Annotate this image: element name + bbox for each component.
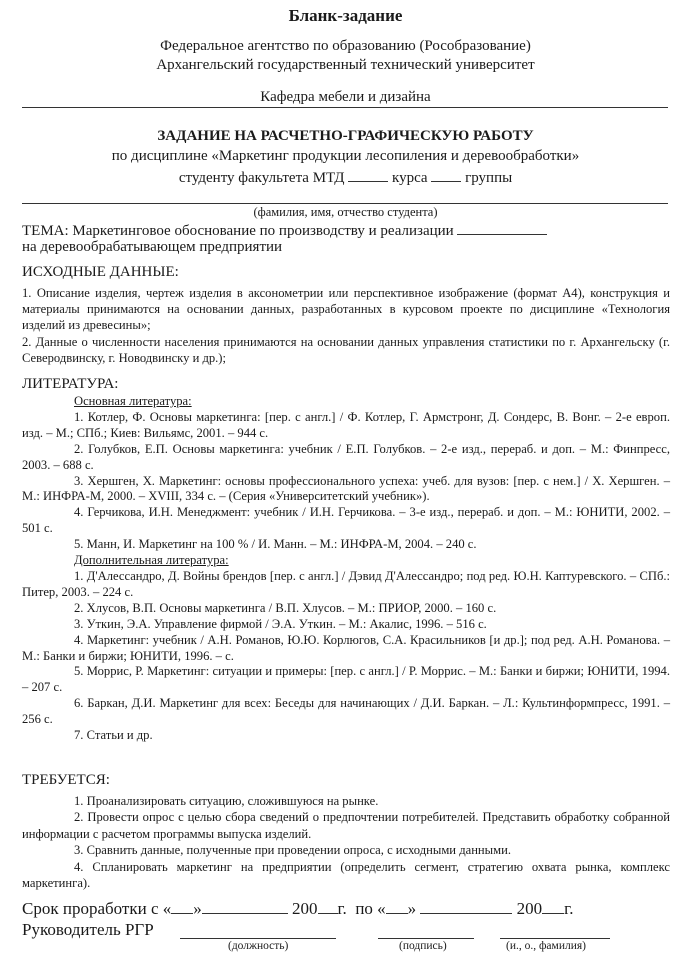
initial-data-item: 2. Данные о численности населения принимаются на основании данных управления статистики по г. Архангельску (г. Северодвинску, г. Новодвинску и др.); (22, 334, 670, 365)
form-title: Бланк-задание (288, 6, 403, 25)
theme-text: ТЕМА: Маркетинговое обоснование по производству и реализации (22, 223, 454, 239)
main-literature-item: 1. Котлер, Ф. Основы маркетинга: [пер. с англ.] / Ф. Котлер, Г. Армстронг, Д. Сондерс, В. Вонг. – 2-е европ. изд. – М.; СПб.; Киев: Вильямс, 2001. – 944 с. (22, 409, 670, 440)
deadline-close-quote-2: » (407, 899, 417, 918)
main-literature-heading: Основная литература: (74, 394, 192, 408)
deadline-day-end (386, 899, 408, 914)
required-item: 4. Спланировать маркетинг на предприятии (определить сегмент, стратегию охвата рынка, комплекс маркетинга). (22, 859, 670, 891)
extra-literature-item: 1. Д'Алессандро, Д. Войны брендов [пер. с англ.] / Дэвид Д'Алессандро; под ред. Ю.Н. Каптуревского. – СПб.: Питер, 2003. – 224 с. (22, 568, 670, 599)
deadline-line (22, 899, 573, 919)
initial-data-item: 1. Описание изделия, чертеж изделия в аксонометрии или перспективное изображение (формат А4), конструкция и материалы принимаются на основании данных, разработанных в курсовом проекте по дисциплине «Технология изделий из древесины»; (22, 286, 670, 333)
university-name: Архангельский государственный технический университет (156, 57, 535, 73)
required-heading: ТРЕБУЕТСЯ: (22, 772, 110, 788)
deadline-day-start (171, 899, 193, 914)
supervisor-position-line (180, 938, 336, 939)
deadline-year-start-blank (318, 899, 338, 914)
deadline-to: по « (355, 899, 386, 918)
main-literature-item: 2. Голубков, Е.П. Основы маркетинга: учебник / Е.П. Голубков. – 2-е изд., перераб. и доп. – М.: Финпресс, 2003. – 688 с. (22, 441, 670, 472)
required-item: 3. Сравнить данные, полученные при проведении опроса, с исходными данными. (74, 843, 511, 858)
supervisor-signature-line (378, 938, 474, 939)
deadline-prefix: Срок проработки с « (22, 899, 172, 918)
deadline-month-start (202, 899, 288, 914)
extra-literature-item: 6. Баркан, Д.И. Маркетинг для всех: Беседы для начинающих / Д.И. Баркан. – Л.: Культинформпресс, 1991. – 256 с. (22, 696, 670, 727)
group-label: группы (465, 170, 513, 186)
deadline-year-start: 200 (292, 899, 318, 918)
supervisor-label: Руководитель РГР (22, 920, 154, 939)
student-line-prefix: студенту факультета МТД (178, 170, 345, 186)
extra-literature-item: 4. Маркетинг: учебник / А.Н. Романов, Ю.Ю. Корлюгов, С.А. Красильников [и др.]; под ред. А.Н. Романова. – М.: Банки и биржи; ЮНИТИ, 1996. – с. (22, 632, 670, 663)
literature-list (22, 394, 670, 744)
extra-literature-heading: Дополнительная литература: (74, 553, 229, 568)
agency-name: Федеральное агентство по образованию (Рособразование) (160, 38, 531, 54)
deadline-year-end-blank (542, 899, 564, 914)
department-name: Кафедра мебели и дизайна (260, 89, 431, 105)
required-list (22, 793, 670, 891)
initial-data-heading: ИСХОДНЫЕ ДАННЫЕ: (22, 264, 179, 280)
supervisor-name-line (500, 938, 610, 939)
extra-literature-item: 2. Хлусов, В.П. Основы маркетинга / В.П. Хлусов. – М.: ПРИОР, 2000. – 160 с. (74, 600, 497, 615)
initial-data-list (22, 285, 670, 366)
main-literature-item: 3. Хершген, Х. Маркетинг: основы профессионального успеха: учеб. для вузов: [пер. с нем.] / Х. Хершген. – М.: ИНФРА-М, 2000. – XVIII, 334 с. – (Серия «Университетский учебник»). (22, 473, 670, 504)
course-label: курса (392, 170, 428, 186)
extra-literature-item: 5. Моррис, Р. Маркетинг: ситуации и примеры: [пер. с англ.] / Р. Моррис. – М.: Банки и биржи; ЮНИТИ, 1994. – 207 с. (22, 664, 670, 695)
main-literature-item: 5. Манн, И. Маркетинг на 100 % / И. Манн. – М.: ИНФРА-М, 2004. – 240 с. (74, 537, 477, 552)
student-name-caption: (фамилия, имя, отчество студента) (253, 205, 438, 219)
student-name-line (22, 203, 668, 204)
theme-blank (457, 220, 547, 235)
deadline-year-end: 200 (516, 899, 543, 918)
group-blank (431, 167, 461, 182)
assignment-title: ЗАДАНИЕ НА РАСЧЕТНО-ГРАФИЧЕСКУЮ РАБОТУ (157, 128, 534, 144)
caption-position: (должность) (228, 940, 289, 952)
main-literature-item: 4. Герчикова, И.Н. Менеджмент: учебник / И.Н. Герчикова. – 3-е изд., перераб. и доп. – М.: ЮНИТИ, 2002. – 501 с. (22, 505, 670, 536)
theme-line-1 (22, 220, 547, 240)
discipline-line: по дисциплине «Маркетинг продукции лесопиления и деревообработки» (111, 148, 580, 164)
deadline-year-suffix-end: г. (564, 899, 574, 918)
student-line (0, 167, 691, 187)
caption-signature: (подпись) (399, 940, 447, 952)
course-blank (348, 167, 388, 182)
required-item: 2. Провести опрос с целью сбора сведений о предпочтении потребителей. Представить обработку собранной информации с расчетом программы выпуска изделий. (22, 810, 670, 841)
deadline-month-end (420, 899, 512, 914)
required-item: 1. Проанализировать ситуацию, сложившуюся на рынке. (74, 794, 379, 808)
extra-literature-item: 7. Статьи и др. (74, 728, 153, 743)
literature-heading: ЛИТЕРАТУРА: (22, 376, 119, 392)
department-underline (22, 107, 668, 108)
theme-line-2: на деревообрабатывающем предприятии (22, 239, 283, 255)
deadline-year-suffix-start: г. (337, 899, 347, 918)
deadline-close-quote: » (193, 899, 202, 918)
caption-name: (и., о., фамилия) (506, 940, 586, 952)
extra-literature-item: 3. Уткин, Э.А. Управление фирмой / Э.А. Уткин. – М.: Акалис, 1996. – 516 с. (74, 616, 487, 631)
